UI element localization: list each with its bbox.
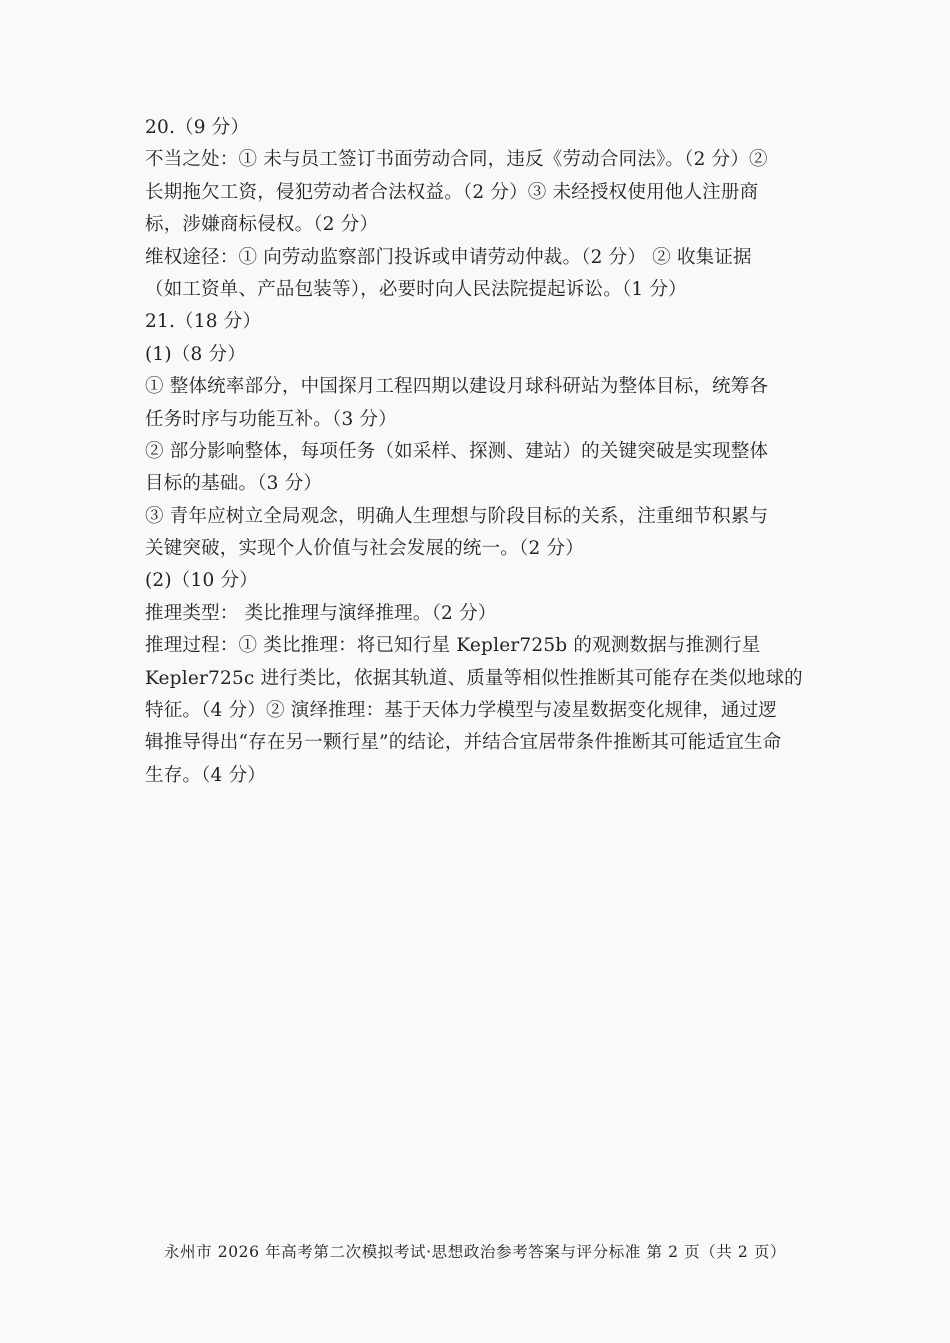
text-line: 任务时序与功能互补。（3 分）	[145, 408, 397, 430]
text-line: ① 整体统率部分，中国探月工程四期以建设月球科研站为整体目标，统筹各	[145, 376, 769, 398]
subquestion-2-heading: (2)（10 分）	[145, 570, 258, 592]
text-line: 特征。（4 分）② 演绎推理：基于天体力学模型与凌星数据变化规律，通过逻	[145, 700, 777, 722]
page-footer: 永州市 2026 年高考第二次模拟考试·思想政治参考答案与评分标准 第 2 页（共 2 页）	[163, 1243, 787, 1261]
text-line: 推理类型： 类比推理与演绎推理。（2 分）	[145, 602, 497, 624]
text-line: Kepler725c 进行类比，依据其轨道、质量等相似性推断其可能存在类似地球的	[145, 667, 803, 689]
text-line: 标，涉嫌商标侵权。（2 分）	[145, 214, 379, 236]
text-line: 生存。（4 分）	[145, 764, 267, 786]
text-line: 长期拖欠工资，侵犯劳动者合法权益。（2 分）③ 未经授权使用他人注册商	[145, 181, 759, 203]
text-line: ③ 青年应树立全局观念，明确人生理想与阶段目标的关系，注重细节积累与	[145, 505, 769, 527]
text-line: 维权途径：① 向劳动监察部门投诉或申请劳动仲裁。（2 分） ② 收集证据	[145, 246, 752, 268]
subquestion-1-heading: (1)（8 分）	[145, 343, 246, 365]
text-line: 辑推导得出“存在另一颗行星”的结论，并结合宜居带条件推断其可能适宜生命	[145, 732, 782, 754]
text-line: （如工资单、产品包装等），必要时向人民法院提起诉讼。（1 分）	[145, 278, 687, 300]
question-20-heading: 20.（9 分）	[145, 117, 250, 138]
answer-content	[145, 112, 805, 792]
text-line: 推理过程：① 类比推理：将已知行星 Kepler725b 的观测数据与推测行星	[145, 635, 761, 657]
question-21-heading: 21.（18 分）	[145, 311, 262, 333]
text-line: ② 部分影响整体，每项任务（如采样、探测、建站）的关键突破是实现整体	[145, 440, 769, 462]
text-line: 不当之处：① 未与员工签订书面劳动合同，违反《劳动合同法》。（2 分）②	[145, 149, 768, 171]
text-line: 关键突破，实现个人价值与社会发展的统一。（2 分）	[145, 538, 584, 560]
text-line: 目标的基础。（3 分）	[145, 473, 323, 495]
